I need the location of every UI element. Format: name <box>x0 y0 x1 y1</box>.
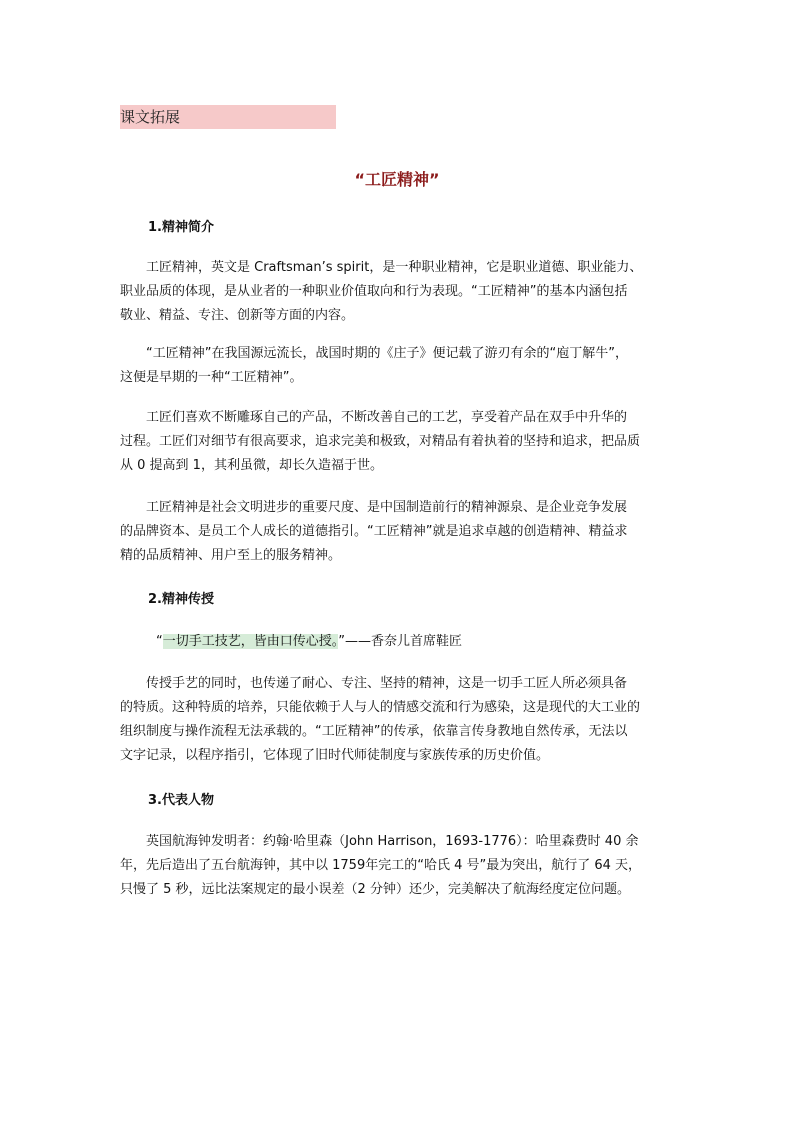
text-line: 传授手艺的同时，也传递了耐心、专注、坚持的精神，这是一切手工匠人所必须具备 <box>120 676 628 691</box>
paragraph-intro-1 <box>120 256 680 328</box>
text-line: 职业品质的体现，是从业者的一种职业价值取向和行为表现。“工匠精神”的基本内涵包括 <box>120 284 628 299</box>
text-line: 从 0 提高到 1，其利虽微，却长久造福于世。 <box>120 458 383 473</box>
text-line: 的品牌资本、是员工个人成长的道德指引。“工匠精神”就是追求卓越的创造精神、精益求 <box>120 524 628 539</box>
text-line: 过程。工匠们对细节有很高要求，追求完美和极致，对精品有着执着的坚持和追求，把品质 <box>120 434 641 449</box>
quote-line <box>120 630 680 654</box>
article-title: “工匠精神” <box>354 170 440 189</box>
text-line: “工匠精神”在我国源远流长，战国时期的《庄子》便记载了游刃有余的“庖丁解牛”， <box>120 346 628 361</box>
text-line: 精的品质精神、用户至上的服务精神。 <box>120 548 342 563</box>
text-line: 工匠精神是社会文明进步的重要尺度、是中国制造前行的精神源泉、是企业竞争发展 <box>120 500 628 515</box>
text-line: 英国航海钟发明者：约翰·哈里森（John Harrison，1693-1776）：哈里森费时 40 余 <box>120 834 639 849</box>
paragraph-intro-3 <box>120 406 680 478</box>
quote-attribution: ”——香奈儿首席鞋匠 <box>338 634 463 649</box>
text-line: 的特质。这种特质的培养，只能依赖于人与人的情感交流和行为感染，这是现代的大工业的 <box>120 700 641 715</box>
text-line: 年，先后造出了五台航海钟，其中以 1759年完工的“哈氏 4 号”最为突出，航行了 64 天， <box>120 858 642 873</box>
paragraph-intro-2 <box>120 342 680 390</box>
quote-open-mark: “ <box>156 634 163 649</box>
heading-transmission: 2.精神传授 <box>148 592 214 607</box>
text-line: 工匠们喜欢不断雕琢自己的产品，不断改善自己的工艺，享受着产品在双手中升华的 <box>120 410 628 425</box>
text-line: 敬业、精益、专注、创新等方面的内容。 <box>120 308 355 323</box>
highlighted-quote: 一切手工技艺，皆由口传心授。 <box>162 634 339 649</box>
text-line: 文字记录，以程序指引，它体现了旧时代师徒制度与家族传承的历史价值。 <box>120 748 550 763</box>
text-line: 这便是早期的一种“工匠精神”。 <box>120 370 303 385</box>
section-tag: 课文拓展 <box>120 105 336 129</box>
paragraph-representative <box>120 830 680 902</box>
text-line: 组织制度与操作流程无法承载的。“工匠精神”的传承，依靠言传身教地自然传承，无法以 <box>120 724 628 739</box>
heading-intro: 1.精神简介 <box>148 220 214 235</box>
heading-representative: 3.代表人物 <box>148 793 214 808</box>
text-line: 只慢了 5 秒，远比法案规定的最小误差（2 分钟）还少，完美解决了航海经度定位问题。 <box>120 882 630 897</box>
paragraph-intro-4 <box>120 496 680 568</box>
paragraph-transmission <box>120 672 680 768</box>
text-line: 工匠精神，英文是 Craftsman’s spirit，是一种职业精神，它是职业道德、职业能力、 <box>120 260 643 275</box>
